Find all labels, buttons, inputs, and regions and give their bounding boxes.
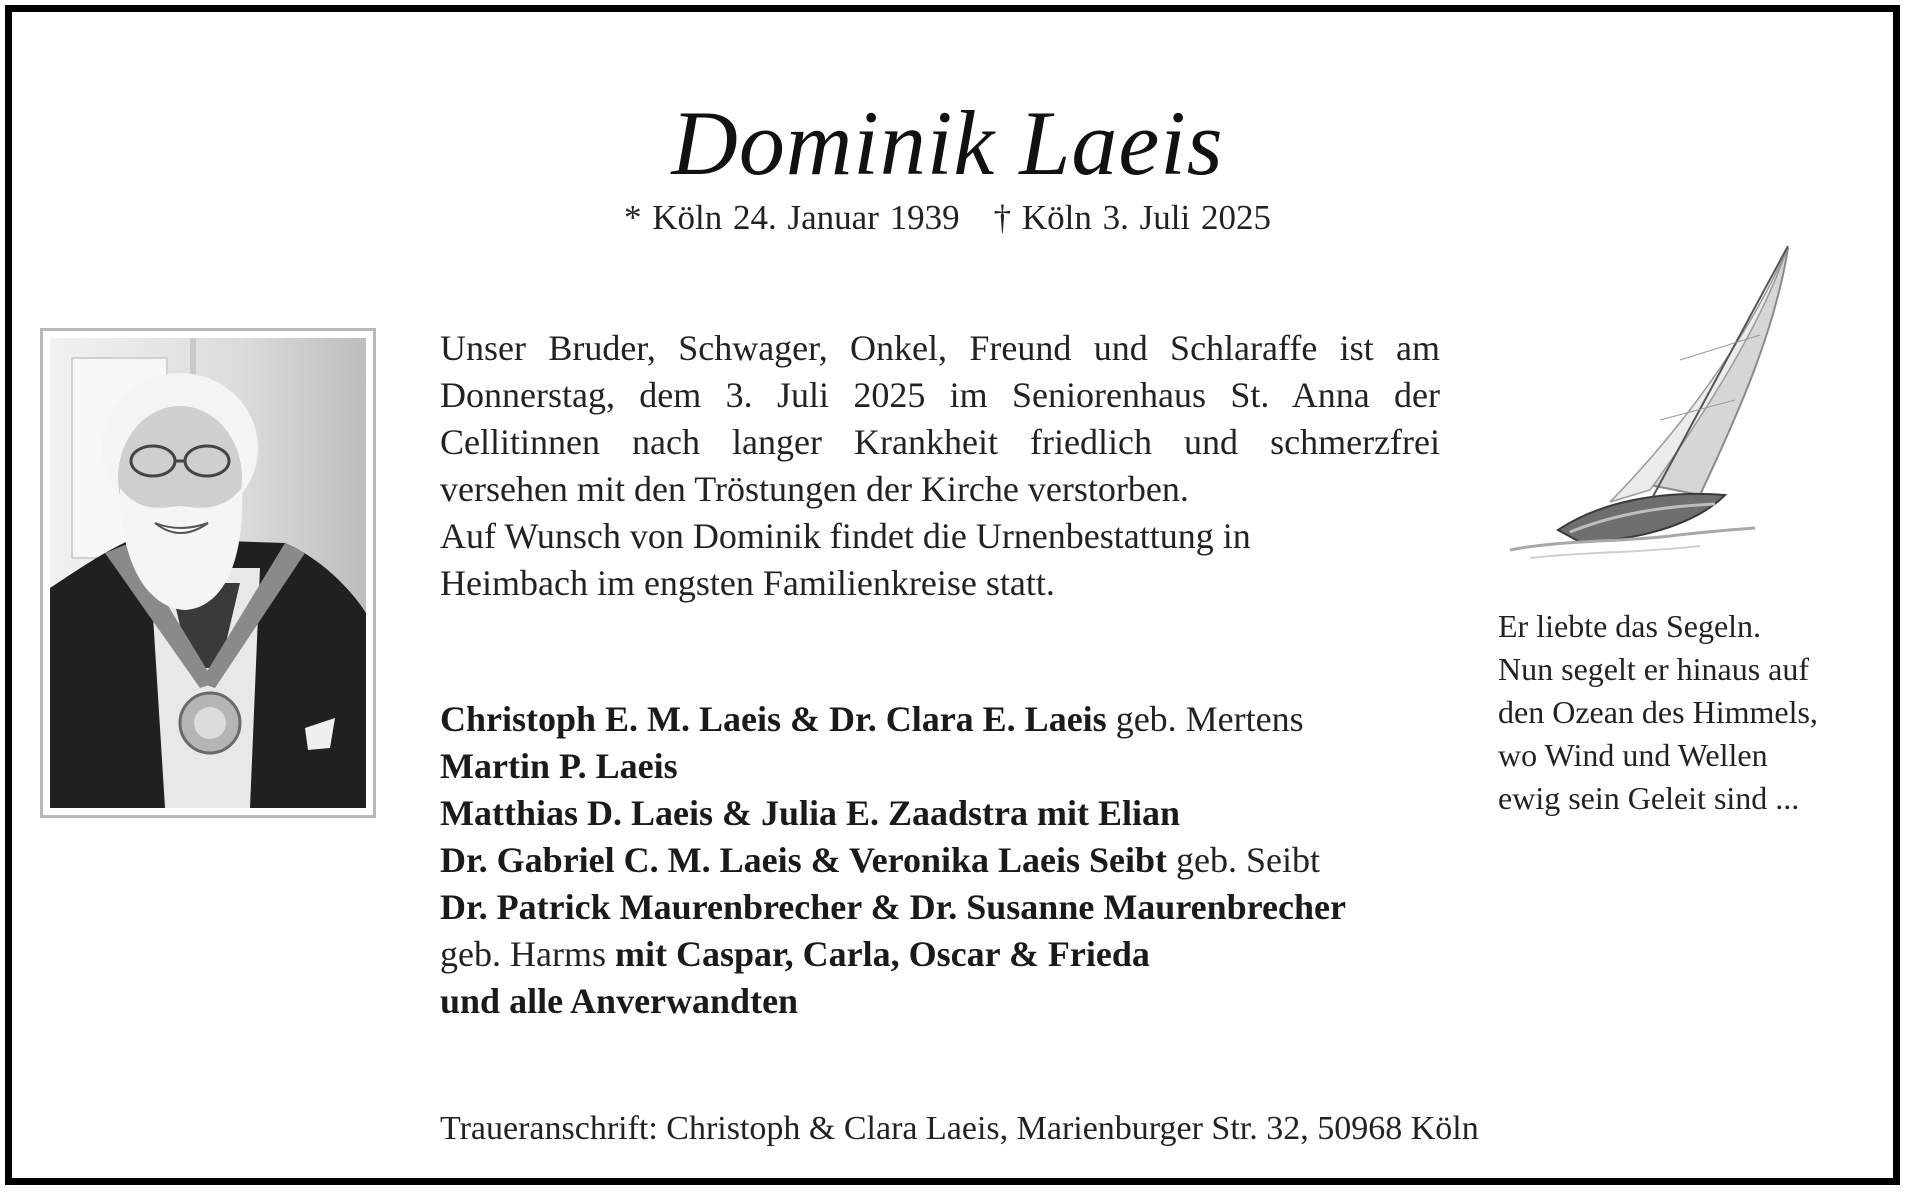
quote-line: wo Wind und Wellen: [1498, 737, 1768, 773]
mourner-line: [440, 743, 1460, 790]
mourning-address: Traueranschrift: Christoph & Clara Laeis, Marienburger Str. 32, 50968 Köln: [440, 1110, 1479, 1147]
mourner-line: [440, 884, 1460, 931]
quote-line: den Ozean des Himmels,: [1498, 694, 1818, 730]
life-dates: [0, 198, 1895, 238]
portrait-photo: [50, 338, 366, 808]
sailboat-icon: [1500, 240, 1800, 570]
mourner-names: mit Caspar, Carla, Oscar & Frieda: [614, 934, 1150, 974]
mourner-names: und alle Anverwandten: [440, 981, 799, 1021]
mourner-line: [440, 790, 1460, 837]
announcement-line: Cellitinnen nach langer Krankheit friedlich und schmerzfrei: [440, 422, 1440, 462]
death-date: † Köln 3. Juli 2025: [993, 198, 1271, 237]
deceased-name: Dominik Laeis: [671, 92, 1224, 194]
announcement-line: Unser Bruder, Schwager, Onkel, Freund und Schlaraffe ist am: [440, 328, 1440, 368]
maiden-name: geb. Harms: [440, 934, 615, 974]
announcement-line: Auf Wunsch von Dominik findet die Urnenbestattung in: [440, 516, 1251, 556]
mourner-names: Christoph E. M. Laeis & Dr. Clara E. Laeis: [440, 699, 1107, 739]
mourner-names: Matthias D. Laeis & Julia E. Zaadstra mit Elian: [440, 793, 1181, 833]
sailing-quote: [1498, 605, 1888, 820]
mourner-names: Martin P. Laeis: [440, 746, 678, 786]
mourner-line: [440, 837, 1460, 884]
mourner-line: [440, 696, 1460, 743]
announcement-line: versehen mit den Tröstungen der Kirche verstorben.: [440, 469, 1189, 509]
mourner-names: Dr. Patrick Maurenbrecher & Dr. Susanne Maurenbrecher: [440, 887, 1346, 927]
mourner-line: [440, 978, 1460, 1025]
death-announcement: [440, 325, 1440, 607]
portrait-frame: [40, 328, 376, 818]
maiden-name: geb. Seibt: [1167, 840, 1321, 880]
mourners-list: [440, 696, 1460, 1025]
mourner-line: [440, 931, 1460, 978]
announcement-line: Donnerstag, dem 3. Juli 2025 im Seniorenhaus St. Anna der: [440, 375, 1440, 415]
mourner-names: Dr. Gabriel C. M. Laeis & Veronika Laeis Seibt: [440, 840, 1168, 880]
birth-date: * Köln 24. Januar 1939: [624, 198, 960, 237]
quote-line: Er liebte das Segeln.: [1498, 608, 1762, 644]
maiden-name: geb. Mertens: [1106, 699, 1304, 739]
quote-line: Nun segelt er hinaus auf: [1498, 651, 1810, 687]
announcement-line: Heimbach im engsten Familienkreise statt.: [440, 563, 1055, 603]
quote-line: ewig sein Geleit sind ...: [1498, 780, 1800, 816]
